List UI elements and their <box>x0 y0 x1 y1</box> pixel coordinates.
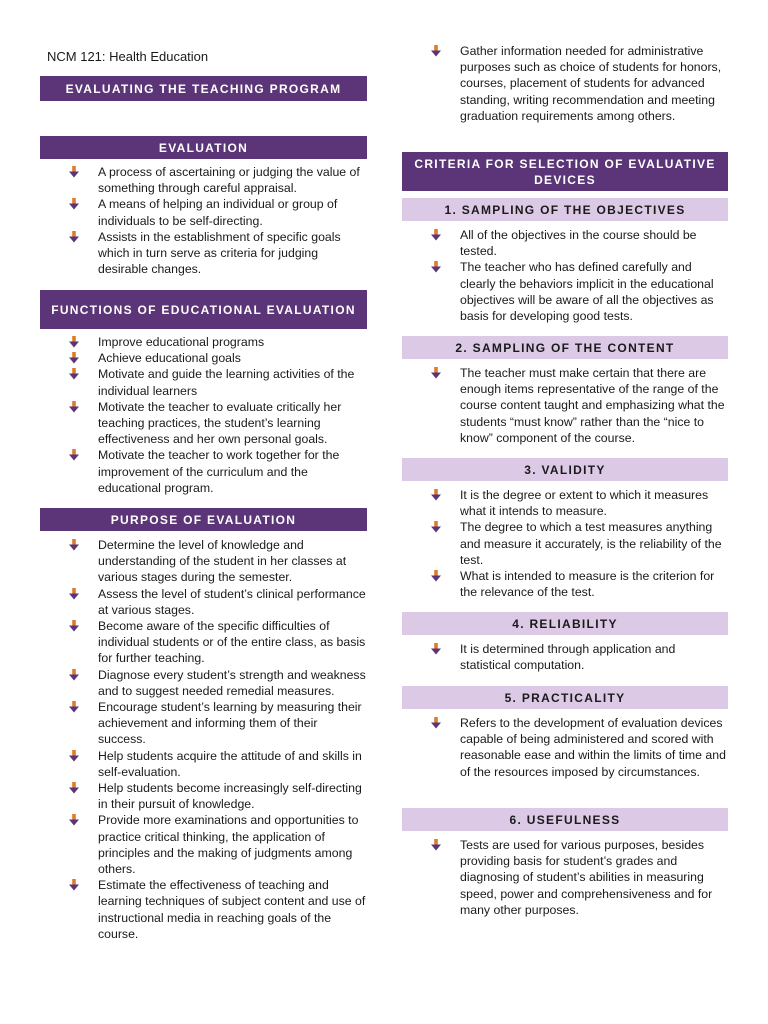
arrow-bullet-icon <box>430 643 442 655</box>
list-item-text: Gather information needed for administrative purposes such as choice of students for honors, courses, placement of students for advanced standing, writing recommendation and meeting graduation requirements among others. <box>460 44 722 123</box>
list-item-text: Refers to the development of evaluation devices capable of being administered and scored with reasonable ease and within the limits of time and of the resources imposed by circumstances. <box>460 716 726 779</box>
list-item <box>430 715 728 780</box>
list-item-text: Estimate the effectiveness of teaching and learning techniques of subject content and use of instructional media in reaching goals of the course. <box>98 878 366 941</box>
list-item <box>68 196 366 228</box>
list-item-text: Encourage student’s learning by measuring their achievement and informing them of their success. <box>98 700 362 747</box>
list-item-text: The teacher who has defined carefully and clearly the behaviors implicit in the educational objectives will be aware of all the objectives as basis for developing good tests. <box>460 260 714 324</box>
arrow-bullet-icon <box>68 401 80 413</box>
course-label: NCM 121: Health Education <box>47 49 209 64</box>
list-item <box>430 641 728 673</box>
list-item <box>430 519 728 568</box>
list-item <box>68 334 366 350</box>
purpose-heading: PURPOSE OF EVALUATION <box>40 508 367 531</box>
arrow-bullet-icon <box>430 521 442 533</box>
criteria-section-heading: 4. RELIABILITY <box>402 612 728 635</box>
list-item <box>68 350 366 366</box>
list-item-text: Tests are used for various purposes, besides providing basis for student’s grades and diagnosing of student’s abilities in measuring speed, power and comprehensiveness and for many other purposes. <box>460 838 713 917</box>
list-item <box>68 537 366 586</box>
list-item <box>430 365 728 446</box>
functions-list <box>68 334 366 496</box>
list-item-text: It is determined through application and statistical computation. <box>460 642 676 673</box>
criteria-section-list <box>430 227 728 324</box>
arrow-bullet-icon <box>68 782 80 794</box>
list-item <box>430 227 728 259</box>
criteria-section-heading: 3. VALIDITY <box>402 458 728 481</box>
arrow-bullet-icon <box>68 231 80 243</box>
list-item <box>68 699 366 748</box>
list-item <box>430 487 728 519</box>
list-item-text: The teacher must make certain that there are enough items representative of the range of the course content taught and emphasizing what the students “must know” rather than the “nice to know” component of the course. <box>460 366 725 445</box>
list-item <box>68 164 366 196</box>
criteria-section-heading: 6. USEFULNESS <box>402 808 728 831</box>
list-item-text: What is intended to measure is the criterion for the relevance of the test. <box>460 569 715 600</box>
arrow-bullet-icon <box>430 229 442 241</box>
list-item-text: Assists in the establishment of specific goals which in turn serve as criteria for judging desirable changes. <box>98 229 341 277</box>
criteria-section-list <box>430 487 728 600</box>
purpose-list <box>68 537 366 942</box>
list-item-text: Help students become increasingly self-directing in their pursuit of knowledge. <box>98 781 362 812</box>
list-item-text: Motivate the teacher to work together for the improvement of the curriculum and the educational program. <box>98 448 340 495</box>
list-item <box>68 229 366 278</box>
arrow-bullet-icon <box>68 588 80 600</box>
criteria-heading: CRITERIA FOR SELECTION OF EVALUATIVE DEVICES <box>402 152 728 191</box>
arrow-bullet-icon <box>68 814 80 826</box>
list-item <box>68 399 366 448</box>
purpose-continued-list <box>430 43 728 124</box>
list-item <box>68 447 366 496</box>
list-item <box>430 568 728 600</box>
arrow-bullet-icon <box>430 45 442 57</box>
list-item-text: A means of helping an individual or group of individuals to be self-directing. <box>98 197 338 228</box>
list-item-text: Determine the level of knowledge and understanding of the student in her classes at various stages during the semester. <box>98 538 347 585</box>
list-item-text: Help students acquire the attitude of and skills in self-evaluation. <box>98 748 362 779</box>
criteria-section-heading: 5. PRACTICALITY <box>402 686 728 709</box>
arrow-bullet-icon <box>68 750 80 762</box>
arrow-bullet-icon <box>430 717 442 729</box>
arrow-bullet-icon <box>68 368 80 380</box>
list-item-text: Become aware of the specific difficulties of individual students or of the entire class, as basis for further teaching. <box>98 619 366 666</box>
arrow-bullet-icon <box>430 489 442 501</box>
list-item <box>68 586 366 618</box>
list-item <box>430 837 728 918</box>
list-item-text: A process of ascertaining or judging the value of something through careful appraisal. <box>98 165 360 196</box>
evaluation-list <box>68 164 366 277</box>
arrow-bullet-icon <box>430 570 442 582</box>
list-item-text: Assess the level of student’s clinical performance at various stages. <box>98 586 366 617</box>
arrow-bullet-icon <box>68 336 80 348</box>
list-item <box>68 366 366 398</box>
list-item <box>68 748 366 780</box>
arrow-bullet-icon <box>430 261 442 273</box>
criteria-section-list <box>430 641 728 673</box>
list-item-text: Improve educational programs <box>98 335 265 349</box>
list-item <box>68 618 366 667</box>
evaluation-heading: EVALUATION <box>40 136 367 159</box>
list-item <box>68 780 366 812</box>
criteria-section-list <box>430 715 728 780</box>
page-title: EVALUATING THE TEACHING PROGRAM <box>40 76 367 101</box>
arrow-bullet-icon <box>68 669 80 681</box>
arrow-bullet-icon <box>68 620 80 632</box>
criteria-section-heading: 1. SAMPLING OF THE OBJECTIVES <box>402 198 728 221</box>
list-item <box>430 259 728 324</box>
list-item-text: Diagnose every student’s strength and weakness and to suggest needed remedial measures. <box>98 667 366 698</box>
list-item-text: Motivate and guide the learning activities of the individual learners <box>98 367 355 398</box>
list-item-text: It is the degree or extent to which it measures what it intends to measure. <box>460 488 709 519</box>
list-item-text: The degree to which a test measures anything and measure it accurately, is the reliability of the test. <box>460 520 722 567</box>
list-item-text: Motivate the teacher to evaluate critically her teaching practices, the student’s learning effectiveness and her own personal goals. <box>98 399 342 447</box>
list-item-text: Provide more examinations and opportunities to practice critical thinking, the application of principles and the making of judgments among others. <box>98 813 359 877</box>
arrow-bullet-icon <box>68 879 80 891</box>
arrow-bullet-icon <box>68 701 80 713</box>
list-item-text: All of the objectives in the course should be tested. <box>460 228 697 259</box>
arrow-bullet-icon <box>430 367 442 379</box>
arrow-bullet-icon <box>68 166 80 178</box>
arrow-bullet-icon <box>68 539 80 551</box>
arrow-bullet-icon <box>68 352 80 364</box>
functions-heading: FUNCTIONS OF EDUCATIONAL EVALUATION <box>40 290 367 329</box>
criteria-section-list <box>430 365 728 446</box>
list-item <box>68 667 366 699</box>
list-item-text: Achieve educational goals <box>98 351 241 366</box>
arrow-bullet-icon <box>68 198 80 210</box>
arrow-bullet-icon <box>430 839 442 851</box>
list-item <box>68 877 366 942</box>
list-item <box>430 43 728 124</box>
list-item <box>68 812 366 877</box>
criteria-section-heading: 2. SAMPLING OF THE CONTENT <box>402 336 728 359</box>
criteria-section-list <box>430 837 728 918</box>
arrow-bullet-icon <box>68 449 80 461</box>
